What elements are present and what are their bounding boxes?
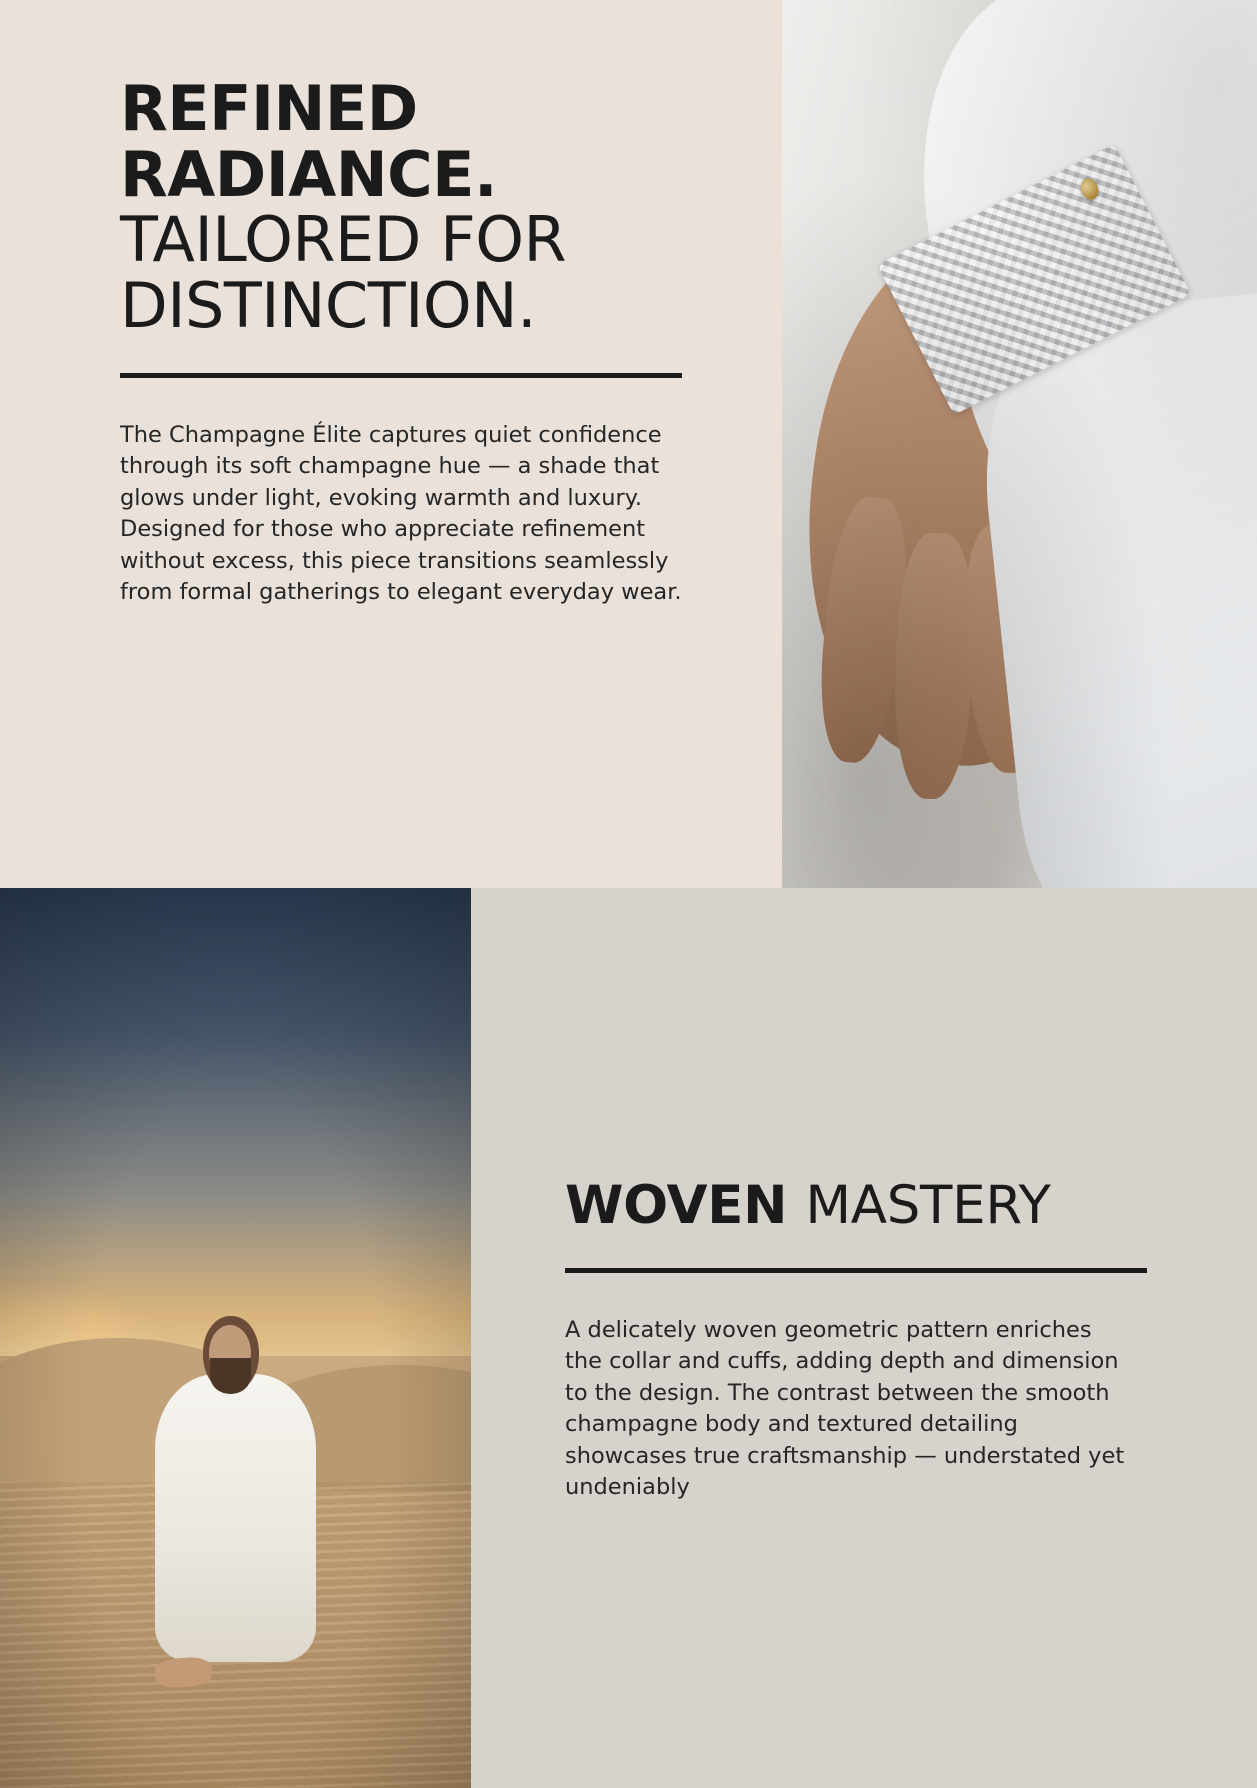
headline-divider xyxy=(120,373,682,378)
section-woven-mastery xyxy=(0,888,1257,1788)
cuff-image-shading xyxy=(782,0,1257,888)
woven-mastery-text-panel xyxy=(471,888,1257,1788)
desert-portrait-image xyxy=(0,888,471,1788)
section-refined-radiance xyxy=(0,0,1257,888)
refined-radiance-body-text: The Champagne Élite captures quiet confidence through its soft champagne hue — a shade that glows under light, evoking warmth and luxury. Designed for those who appreciate refinement without excess, this piece transitions seamlessly from formal gatherings to elegant everyday wear. xyxy=(120,421,682,606)
desert-image-shading xyxy=(0,888,471,1788)
woven-mastery-body-text: A delicately woven geometric pattern enriches the collar and cuffs, adding depth and dimension to the design. The contrast between the smooth champagne body and textured detailing showcases true craftsmanship — understated yet undeniably xyxy=(565,1316,1125,1501)
headline-line-1: REFINED xyxy=(120,72,418,145)
cuff-detail-image xyxy=(782,0,1257,888)
section-heading xyxy=(565,1175,1149,1236)
headline-line-4: DISTINCTION. xyxy=(120,269,537,343)
headline-line-3: TAILORED FOR xyxy=(120,203,567,277)
refined-radiance-text-panel xyxy=(0,0,782,888)
section-heading-divider xyxy=(565,1268,1147,1273)
headline-line-2: RADIANCE. xyxy=(120,137,498,211)
section-heading-bold: WOVEN xyxy=(565,1175,788,1236)
section-heading-light: MASTERY xyxy=(805,1175,1051,1236)
page-title xyxy=(120,72,690,343)
